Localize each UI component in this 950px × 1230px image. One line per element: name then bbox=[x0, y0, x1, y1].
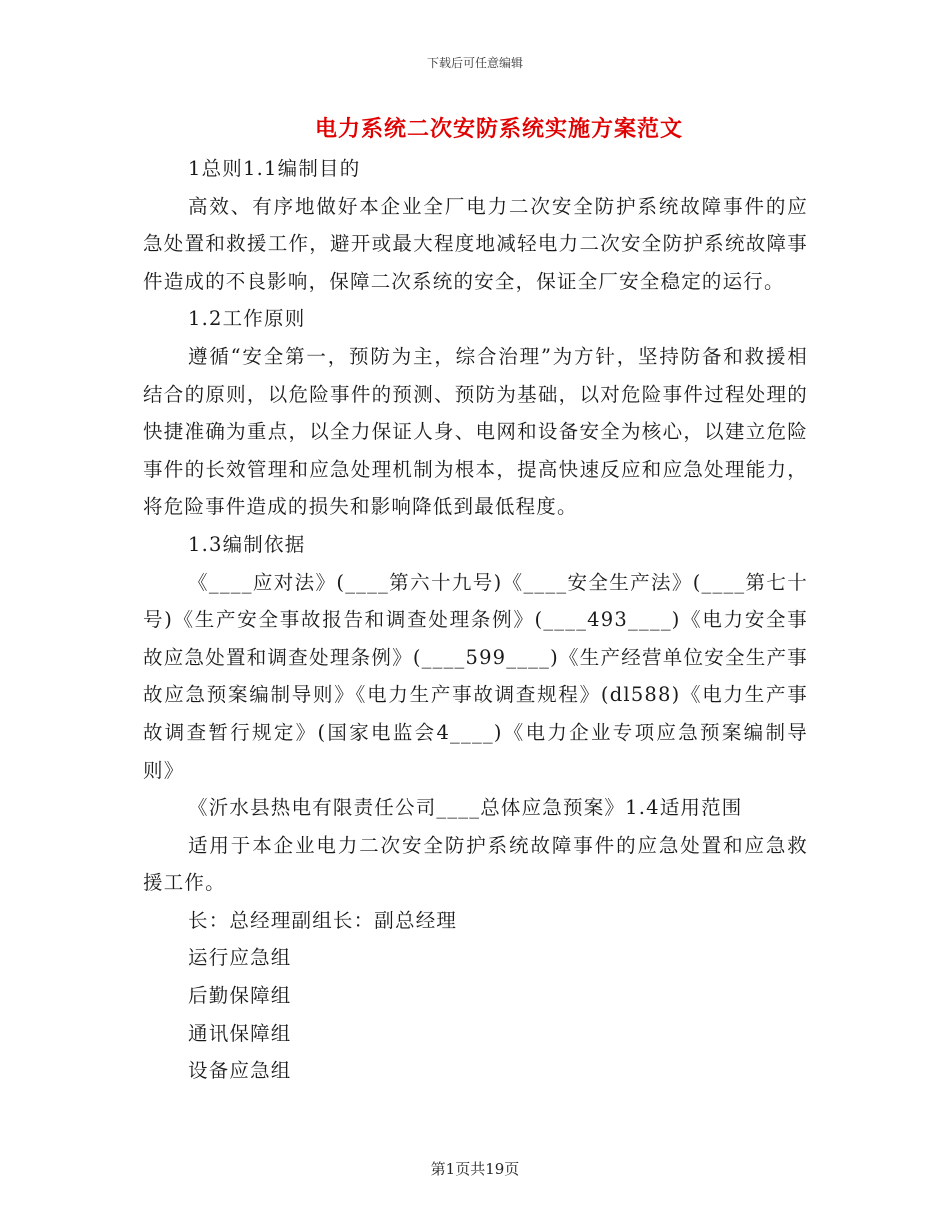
paragraph-basis: 《____应对法》(____第六十九号)《____安全生产法》(____第七十号)《生产安全事故报告和调查处理条例》(____493____)《电力安全事故应急处置和调查处理条例》(____599____)《生产经营单位安全生产事故应急预案编制导则》《电力生产事故调查规程》(dl588)《电力生产事故调查暂行规定》(国家电监会4____)《电力企业专项应急预案编制导则》 bbox=[143, 570, 808, 782]
paragraph-company-plan: 《沂水县热电有限责任公司____总体应急预案》1.4适用范围 bbox=[188, 796, 743, 820]
paragraph-purpose: 高效、有序地做好本企业全厂电力二次安全防护系统故障事件的应急处置和救援工作，避开或最大程度地减轻电力二次安全防护系统故障事件造成的不良影响，保障二次系统的安全，保证全厂安全稳定的运行。 bbox=[143, 194, 808, 293]
list-item-equipment-group: 设备应急组 bbox=[188, 1059, 292, 1083]
document-body bbox=[143, 150, 808, 1090]
list-item-operation-group: 运行应急组 bbox=[188, 946, 292, 970]
section-heading-1-2: 1.2工作原则 bbox=[188, 307, 306, 331]
document-title: 电力系统二次安防系统实施方案范文 bbox=[314, 116, 683, 142]
page-number: 第1页共19页 bbox=[430, 1160, 520, 1178]
page-header: 下载后可任意编辑 bbox=[426, 56, 523, 70]
list-item-leaders: 长：总经理副组长：副总经理 bbox=[188, 908, 458, 932]
paragraph-principles: 遵循“安全第一，预防为主，综合治理”为方针，坚持防备和救援相结合的原则，以危险事件的预测、预防为基础，以对危险事件过程处理的快捷准确为重点，以全力保证人身、电网和设备安全为核心，以建立危险事件的长效管理和应急处理机制为根本，提高快速反应和应急处理能力，将危险事件造成的损失和影响降低到最低程度。 bbox=[143, 344, 808, 519]
section-heading-1-1: 1总则1.1编制目的 bbox=[188, 157, 361, 180]
list-item-communication-group: 通讯保障组 bbox=[188, 1021, 292, 1045]
paragraph-scope: 适用于本企业电力二次安全防护系统故障事件的应急处置和应急救援工作。 bbox=[143, 833, 808, 895]
section-heading-1-3: 1.3编制依据 bbox=[188, 532, 306, 556]
list-item-logistics-group: 后勤保障组 bbox=[188, 984, 292, 1008]
